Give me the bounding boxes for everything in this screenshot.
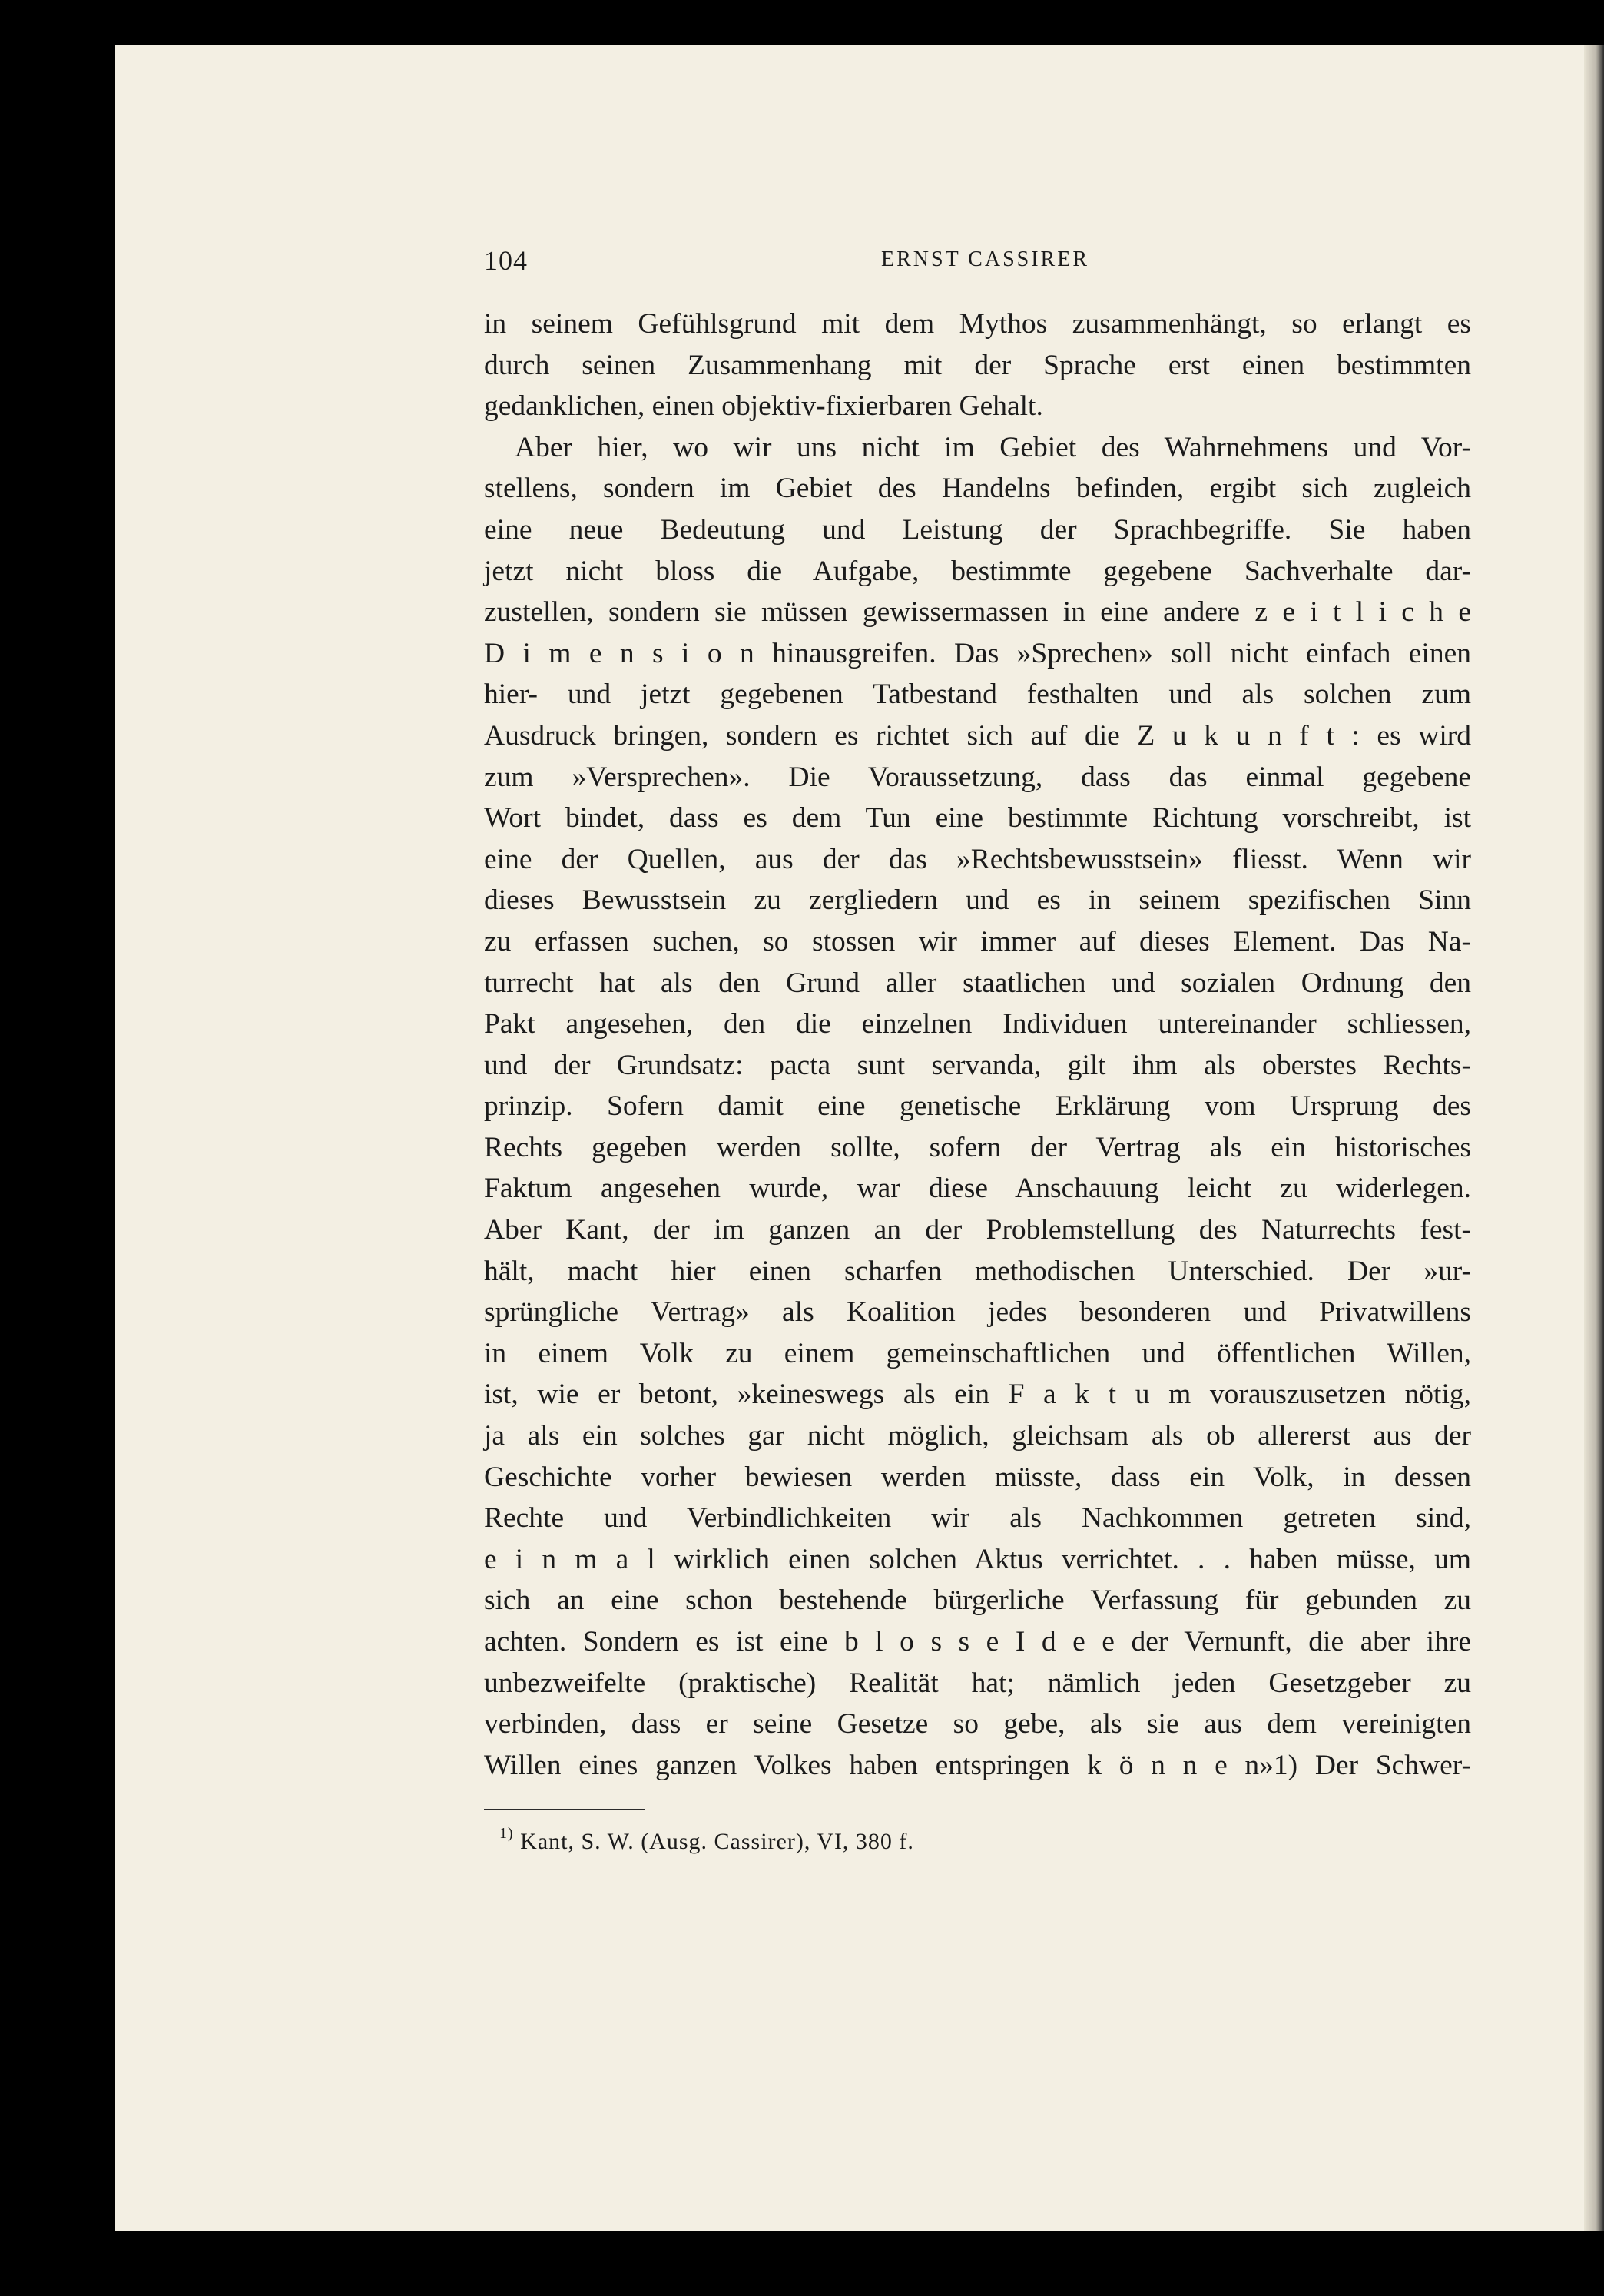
running-head-author: ERNST CASSIRER — [881, 247, 1089, 271]
footnote-marker: 1) — [499, 1825, 514, 1842]
text-line: eine der Quellen, aus der das »Rechtsbewusstsein» fliesst. Wenn wir — [484, 843, 1471, 875]
text-line: gedanklichen, einen objektiv-fixierbaren Gehalt. — [484, 390, 1043, 423]
text-line: jetzt nicht bloss die Aufgabe, bestimmte gegebene Sachverhalte dar- — [484, 555, 1471, 587]
text-line: Wort bindet, dass es dem Tun eine bestimmte Richtung vorschreibt, ist — [484, 802, 1471, 834]
text-line: unbezweifelte (praktische) Realität hat; nämlich jeden Gesetzgeber zu — [484, 1667, 1471, 1699]
text-line: Geschichte vorher bewiesen werden müsste, dass ein Volk, in dessen — [484, 1461, 1471, 1493]
text-line: eine neue Bedeutung und Leistung der Sprachbegriffe. Sie haben — [484, 513, 1471, 546]
text-line: Aber Kant, der im ganzen an der Problemstellung des Naturrechts fest- — [484, 1214, 1471, 1246]
text-line: in einem Volk zu einem gemeinschaftlichen und öffentlichen Willen, — [484, 1337, 1471, 1369]
text-line: zustellen, sondern sie müssen gewissermassen in eine andere z e i t l i c h e — [484, 596, 1471, 629]
text-line: Rechte und Verbindlichkeiten wir als Nachkommen getreten sind, — [484, 1502, 1471, 1535]
text-line: Ausdruck bringen, sondern es richtet sich auf die Z u k u n f t : es wird — [484, 719, 1471, 752]
text-line: turrecht hat als den Grund aller staatlichen und sozialen Ordnung den — [484, 967, 1471, 999]
text-line: verbinden, dass er seine Gesetze so gebe, als sie aus dem vereinigten — [484, 1708, 1471, 1740]
text-line: Aber hier, wo wir uns nicht im Gebiet des Wahrnehmens und Vor- — [515, 431, 1471, 463]
text-line: zum »Versprechen». Die Voraussetzung, dass das einmal gegebene — [484, 761, 1471, 793]
text-line: D i m e n s i o n hinausgreifen. Das »Sprechen» soll nicht einfach einen — [484, 637, 1471, 669]
text-line: hier- und jetzt gegebenen Tatbestand festhalten und als solchen zum — [484, 679, 1471, 711]
text-line: Pakt angesehen, den die einzelnen Individuen untereinander schliessen, — [484, 1008, 1471, 1040]
text-line: dieses Bewusstsein zu zergliedern und es in seinem spezifischen Sinn — [484, 884, 1471, 917]
text-line: achten. Sondern es ist eine b l o s s e I d e e der Vernunft, die aber ihre — [484, 1626, 1471, 1657]
text-line: Faktum angesehen wurde, war diese Anschauung leicht zu widerlegen. — [484, 1173, 1471, 1205]
footnote — [499, 1825, 914, 1855]
text-line: e i n m a l wirklich einen solchen Aktus verrichtet. . . haben müsse, um — [484, 1543, 1471, 1575]
footnote-text: Kant, S. W. (Ausg. Cassirer), VI, 380 f. — [520, 1829, 914, 1854]
text-line: Willen eines ganzen Volkes haben entspringen k ö n n e n»1) Der Schwer- — [484, 1749, 1471, 1781]
text-line: Rechts gegeben werden sollte, sofern der Vertrag als ein historisches — [484, 1131, 1471, 1163]
text-line: ja als ein solches gar nicht möglich, gleichsam als ob allererst aus der — [484, 1420, 1471, 1452]
text-line: sich an eine schon bestehende bürgerliche Verfassung für gebunden zu — [484, 1584, 1471, 1617]
text-line: prinzip. Sofern damit eine genetische Erklärung vom Ursprung des — [484, 1090, 1471, 1123]
text-line: und der Grundsatz: pacta sunt servanda, gilt ihm als oberstes Rechts- — [484, 1049, 1471, 1081]
text-line: zu erfassen suchen, so stossen wir immer auf dieses Element. Das Na- — [484, 925, 1471, 957]
text-line: in seinem Gefühlsgrund mit dem Mythos zusammenhängt, so erlangt es — [484, 308, 1471, 340]
text-line: hält, macht hier einen scharfen methodischen Unterschied. Der »ur- — [484, 1255, 1471, 1287]
text-line: ist, wie er betont, »keineswegs als ein F a k t u m vorauszusetzen nötig, — [484, 1379, 1471, 1411]
body-text — [484, 304, 1471, 1786]
text-line: durch seinen Zusammenhang mit der Sprache erst einen bestimmten — [484, 349, 1471, 381]
paper-edge-shadow — [1584, 45, 1604, 2231]
page-number: 104 — [484, 245, 528, 276]
text-line: stellens, sondern im Gebiet des Handelns befinden, ergibt sich zugleich — [484, 473, 1471, 505]
running-head — [484, 244, 1471, 275]
text-line: sprüngliche Vertrag» als Koalition jedes besonderen und Privatwillens — [484, 1296, 1471, 1329]
footnote-divider — [484, 1809, 645, 1810]
